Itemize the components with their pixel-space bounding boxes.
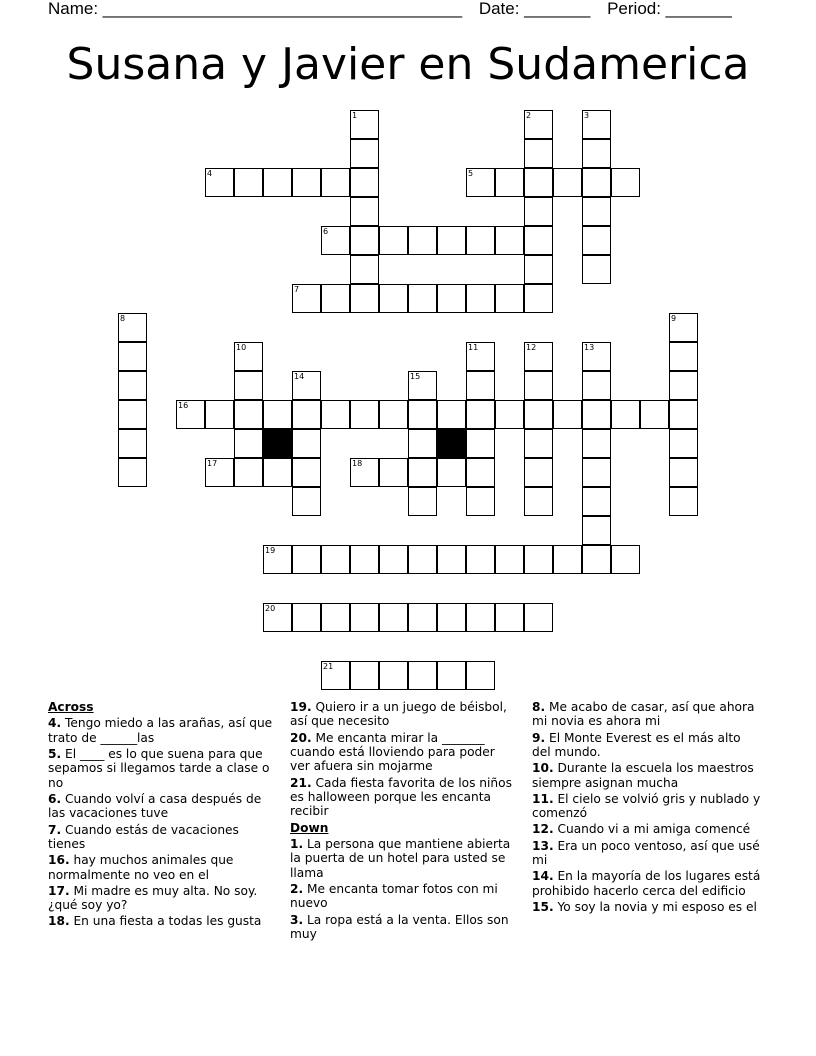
grid-cell[interactable]	[321, 168, 350, 197]
cell-number: 12	[526, 343, 537, 352]
cell-number: 5	[468, 169, 474, 178]
grid-cell[interactable]	[118, 429, 147, 458]
clue-down-14: 14. En la mayoría de los lugares está prohibido hacerlo cerca del edificio	[532, 869, 761, 898]
grid-cell[interactable]	[582, 139, 611, 168]
grid-cell[interactable]	[379, 226, 408, 255]
grid-cell[interactable]	[640, 400, 669, 429]
clue-across-18: 18. En una fiesta a todas les gusta	[48, 914, 262, 929]
grid-cell[interactable]	[379, 284, 408, 313]
grid-cell[interactable]	[582, 458, 611, 487]
cell-number: 13	[584, 343, 595, 352]
clue-down-2: 2. Me encanta tomar fotos con mi nuevo	[290, 882, 498, 911]
down-heading: Down	[290, 820, 329, 835]
cell-number: 19	[265, 546, 276, 555]
grid-cell[interactable]	[669, 458, 698, 487]
grid-cell[interactable]	[669, 342, 698, 371]
clue-down-15: 15. Yo soy la novia y mi esposo es el	[532, 899, 757, 914]
grid-cell[interactable]	[437, 545, 466, 574]
grid-cell[interactable]	[466, 603, 495, 632]
cell-number: 3	[584, 111, 590, 120]
grid-cell[interactable]	[350, 284, 379, 313]
clue-across-6: 6. Cuando volví a casa después de las vacaciones tuve	[48, 792, 262, 821]
clue-down-13: 13. Era un poco ventoso, así que usé mi	[532, 838, 760, 868]
page-title: Susana y Javier en Sudamerica	[66, 39, 750, 90]
grid-cell[interactable]	[350, 139, 379, 168]
across-heading: Across	[48, 700, 94, 714]
grid-cell[interactable]	[408, 545, 437, 574]
grid-cell[interactable]	[669, 429, 698, 458]
cell-number: 17	[207, 459, 218, 468]
grid-cell[interactable]	[437, 458, 466, 487]
grid-cell[interactable]	[292, 429, 321, 458]
grid-cell[interactable]	[118, 342, 147, 371]
clue-across-4: 4. Tengo miedo a las arañas, así que trato de ______las	[48, 716, 273, 745]
grid-cell[interactable]	[408, 661, 437, 690]
grid-cell[interactable]	[292, 168, 321, 197]
clue-across-21: 21. Cada fiesta favorita de los niños es halloween porque les encanta recibir	[290, 775, 512, 819]
grid-cell[interactable]	[350, 226, 379, 255]
grid-cell[interactable]	[524, 139, 553, 168]
grid-cell[interactable]	[582, 371, 611, 400]
grid-cell[interactable]	[379, 603, 408, 632]
clue-across-7: 7. Cuando estás de vacaciones tienes	[48, 822, 239, 852]
grid-cell[interactable]	[582, 168, 611, 197]
grid-cell[interactable]	[263, 400, 292, 429]
grid-cell[interactable]	[350, 603, 379, 632]
grid-cell[interactable]	[292, 400, 321, 429]
grid-cell[interactable]	[524, 545, 553, 574]
clue-down-9: 9. El Monte Everest es el más alto del mundo.	[532, 730, 741, 760]
clue-down-12: 12. Cuando vi a mi amiga comencé	[532, 822, 751, 837]
grid-cell[interactable]	[234, 458, 263, 487]
grid-cell[interactable]	[495, 545, 524, 574]
cell-number: 10	[236, 343, 247, 352]
grid-cell[interactable]	[524, 255, 553, 284]
cell-number: 9	[671, 314, 677, 323]
grid-cell[interactable]	[495, 226, 524, 255]
grid-cell[interactable]	[408, 226, 437, 255]
grid-cell[interactable]	[524, 284, 553, 313]
cell-number: 1	[352, 111, 358, 120]
cell-number: 21	[323, 662, 334, 671]
grid-cell[interactable]	[205, 400, 234, 429]
grid-cell[interactable]	[408, 603, 437, 632]
grid-cell[interactable]	[437, 400, 466, 429]
grid-cell[interactable]	[234, 400, 263, 429]
grid-cell[interactable]	[379, 458, 408, 487]
cell-number: 11	[468, 343, 479, 352]
grid-cell[interactable]	[321, 545, 350, 574]
grid-cell[interactable]	[495, 400, 524, 429]
grid-cell[interactable]	[408, 284, 437, 313]
clue-down-11: 11. El cielo se volvió gris y nublado y comenzó	[532, 791, 761, 821]
black-square	[263, 429, 292, 458]
grid-cell[interactable]	[524, 371, 553, 400]
grid-cell[interactable]	[263, 168, 292, 197]
clue-across-16: 16. hay muchos animales que normalmente no veo en el	[48, 853, 234, 882]
cell-number: 2	[526, 111, 532, 120]
black-square	[437, 429, 466, 458]
grid-cell[interactable]	[350, 168, 379, 197]
grid-cell[interactable]	[408, 458, 437, 487]
grid-cell[interactable]	[466, 400, 495, 429]
cell-number: 6	[323, 227, 329, 236]
grid-cell[interactable]	[437, 284, 466, 313]
grid-cell[interactable]	[350, 661, 379, 690]
cell-number: 14	[294, 372, 305, 381]
grid-cell[interactable]	[350, 255, 379, 284]
grid-cell[interactable]	[321, 284, 350, 313]
grid-cell[interactable]	[466, 284, 495, 313]
grid-cell[interactable]	[234, 371, 263, 400]
grid-cell[interactable]	[524, 458, 553, 487]
grid-cell[interactable]	[437, 603, 466, 632]
grid-cell[interactable]	[321, 400, 350, 429]
grid-cell[interactable]	[582, 429, 611, 458]
clue-across-17: 17. Mi madre es muy alta. No soy. ¿qué soy yo?	[48, 883, 258, 913]
grid-cell[interactable]	[495, 168, 524, 197]
cell-number: 15	[410, 372, 421, 381]
clue-across-19: 19. Quiero ir a un juego de béisbol, así que necesito	[290, 700, 507, 729]
grid-cell[interactable]	[466, 545, 495, 574]
cell-number: 7	[294, 285, 300, 294]
grid-cell[interactable]	[524, 400, 553, 429]
grid-cell[interactable]	[234, 429, 263, 458]
grid-cell[interactable]	[437, 661, 466, 690]
grid-cell[interactable]	[669, 371, 698, 400]
name-field[interactable]: Name: ______________________________________	[48, 0, 463, 18]
grid-cell[interactable]	[611, 400, 640, 429]
grid-cell[interactable]	[466, 429, 495, 458]
grid-cell[interactable]	[408, 400, 437, 429]
grid-cell[interactable]	[263, 458, 292, 487]
grid-cell[interactable]	[466, 226, 495, 255]
clue-across-20: 20. Me encanta mirar la _______ cuando está lloviendo para poder ver afuera sin mojarme	[290, 730, 495, 774]
grid-cell[interactable]	[524, 487, 553, 516]
grid-cell[interactable]	[292, 545, 321, 574]
cell-number: 18	[352, 459, 363, 468]
period-field[interactable]: Period: _______	[607, 0, 732, 18]
cell-number: 4	[207, 169, 213, 178]
grid-cell[interactable]	[582, 197, 611, 226]
grid-cell[interactable]	[524, 197, 553, 226]
grid-cell[interactable]	[495, 603, 524, 632]
cell-number: 20	[265, 604, 276, 613]
cell-number: 8	[120, 314, 126, 323]
grid-cell[interactable]	[582, 255, 611, 284]
clues-column-1	[48, 700, 276, 931]
clue-down-8: 8. Me acabo de casar, así que ahora mi novia es ahora mi	[532, 700, 755, 729]
grid-cell[interactable]	[408, 487, 437, 516]
grid-cell[interactable]	[408, 429, 437, 458]
grid-cell[interactable]	[118, 371, 147, 400]
clues-column-2	[290, 700, 516, 943]
date-field[interactable]: Date: _______	[478, 0, 591, 18]
grid-cell[interactable]	[611, 168, 640, 197]
grid-cell[interactable]	[466, 371, 495, 400]
grid-cell[interactable]	[437, 226, 466, 255]
grid-cell[interactable]	[553, 400, 582, 429]
grid-cell[interactable]	[553, 545, 582, 574]
grid-cell[interactable]	[350, 545, 379, 574]
grid-cell[interactable]	[669, 400, 698, 429]
grid-cell[interactable]	[234, 168, 263, 197]
grid-cell[interactable]	[292, 458, 321, 487]
clue-across-5: 5. El ____ es lo que suena para que sepamos si llegamos tarde a clase o no	[48, 747, 270, 790]
grid-cell[interactable]	[321, 603, 350, 632]
grid-cell[interactable]	[495, 284, 524, 313]
grid-cell[interactable]	[379, 661, 408, 690]
grid-cell[interactable]	[379, 545, 408, 574]
clue-down-3: 3. La ropa está a la venta. Ellos son muy	[290, 912, 509, 942]
grid-cell[interactable]	[379, 400, 408, 429]
grid-cell[interactable]	[524, 168, 553, 197]
clue-down-10: 10. Durante la escuela los maestros siempre asignan mucha	[532, 761, 754, 790]
grid-cell[interactable]	[118, 400, 147, 429]
clue-down-1: 1. La persona que mantiene abierta la puerta de un hotel para usted se llama	[290, 837, 511, 880]
clues-column-3	[532, 700, 762, 916]
grid-cell[interactable]	[524, 603, 553, 632]
grid-cell[interactable]	[553, 168, 582, 197]
grid-cell[interactable]	[350, 197, 379, 226]
grid-cell[interactable]	[292, 487, 321, 516]
grid-cell[interactable]	[466, 487, 495, 516]
grid-cell[interactable]	[582, 487, 611, 516]
grid-cell[interactable]	[611, 545, 640, 574]
grid-cell[interactable]	[524, 226, 553, 255]
grid-cell[interactable]	[582, 516, 611, 545]
grid-cell[interactable]	[466, 458, 495, 487]
grid-cell[interactable]	[118, 458, 147, 487]
cell-number: 16	[178, 401, 189, 410]
grid-cell[interactable]	[292, 603, 321, 632]
grid-cell[interactable]	[582, 226, 611, 255]
grid-cell[interactable]	[582, 545, 611, 574]
grid-cell[interactable]	[582, 400, 611, 429]
grid-cell[interactable]	[466, 661, 495, 690]
grid-cell[interactable]	[524, 429, 553, 458]
grid-cell[interactable]	[669, 487, 698, 516]
grid-cell[interactable]	[350, 400, 379, 429]
